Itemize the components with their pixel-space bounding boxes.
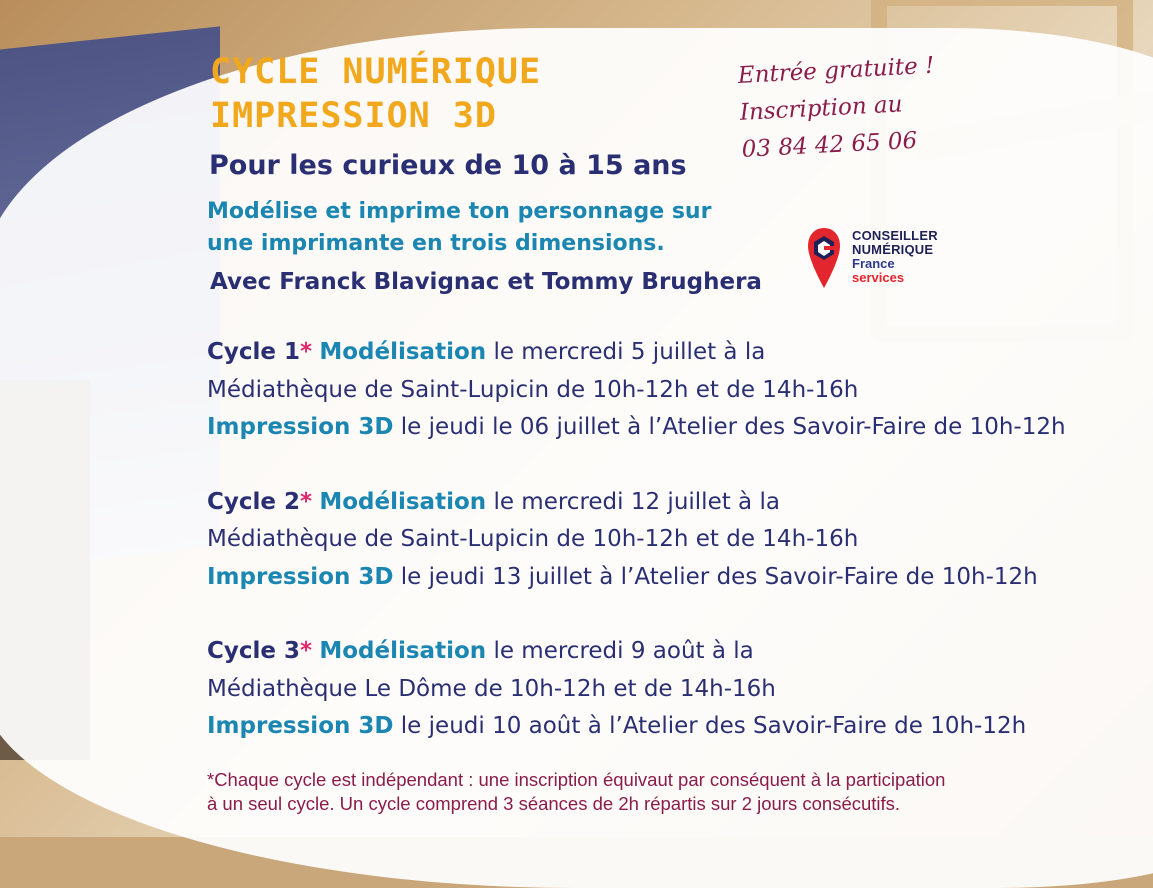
cycle-modelisation-line <box>207 334 1147 372</box>
print-details: le jeudi 10 août à l’Atelier des Savoir-Faire de 10h-12h <box>393 713 1027 739</box>
modelisation-date: le mercredi 9 août à la <box>486 638 754 664</box>
description-line-1: Modélise et imprime ton personnage sur <box>207 199 712 224</box>
print-details: le jeudi 13 juillet à l’Atelier des Savoir-Faire de 10h-12h <box>393 563 1038 590</box>
title-line-1: CYCLE NUMÉRIQUE <box>210 52 542 92</box>
logo-line-3: France <box>852 256 895 271</box>
cycle-print-line <box>207 409 1147 447</box>
free-entry-text: Entrée gratuite ! <box>737 52 935 89</box>
print-label: Impression 3D <box>207 563 394 590</box>
cycle-asterisk: * <box>300 638 313 664</box>
print-details: le jeudi le 06 juillet à l’Atelier des Savoir-Faire de 10h-12h <box>393 414 1066 440</box>
cycle-print-line <box>207 708 1147 746</box>
cycle-venue: Médiathèque Le Dôme de 10h-12h et de 14h-16h <box>207 675 776 702</box>
logo-line-2: NUMÉRIQUE <box>852 242 934 257</box>
cycle-print-line <box>207 559 1147 597</box>
modelisation-label: Modélisation <box>319 339 487 365</box>
cycle-asterisk: * <box>300 339 313 365</box>
cycle-asterisk: * <box>300 488 313 515</box>
phone-number: 03 84 42 65 06 <box>741 127 918 163</box>
cycle-modelisation-line <box>207 484 1147 522</box>
cycle-name: Cycle 3 <box>207 638 300 664</box>
cycle-venue: Médiathèque de Saint-Lupicin de 10h-12h et de 14h-16h <box>207 526 859 552</box>
logo-text <box>852 229 938 285</box>
logo-line-4: services <box>852 270 905 285</box>
france-services-logo <box>806 226 951 290</box>
description-line-2: une imprimante en trois dimensions. <box>207 231 665 256</box>
modelisation-label: Modélisation <box>319 638 487 664</box>
registration-text: Inscription au <box>739 91 904 126</box>
modelisation-date: le mercredi 12 juillet à la <box>486 488 780 515</box>
facilitators: Avec Franck Blavignac et Tommy Brughera <box>210 269 762 295</box>
print-label: Impression 3D <box>207 713 394 739</box>
cycle-modelisation-line <box>207 633 1147 671</box>
cycle-list <box>207 334 1147 783</box>
print-label: Impression 3D <box>207 414 394 440</box>
modelisation-label: Modélisation <box>319 488 487 515</box>
modelisation-date: le mercredi 5 juillet à la <box>486 339 766 365</box>
cycle-2 <box>207 484 1147 597</box>
footnote-line-1: *Chaque cycle est indépendant : une inscription équivaut par conséquent à la participation <box>207 769 946 790</box>
description <box>207 196 767 260</box>
footnote-line-2: à un seul cycle. Un cycle comprend 3 séances de 2h répartis sur 2 jours consécutifs. <box>207 793 901 814</box>
cycle-3 <box>207 633 1147 746</box>
cycle-name: Cycle 1 <box>207 339 300 365</box>
cycle-name: Cycle 2 <box>207 488 300 515</box>
logo-line-1: CONSEILLER <box>852 228 938 243</box>
footnote <box>207 768 1107 816</box>
title-line-2: IMPRESSION 3D <box>210 96 497 136</box>
cycle-venue: Médiathèque de Saint-Lupicin de 10h-12h et de 14h-16h <box>207 376 859 403</box>
cycle-1 <box>207 334 1147 447</box>
audience-subtitle: Pour les curieux de 10 à 15 ans <box>209 150 687 181</box>
page-title <box>210 50 541 138</box>
registration-info <box>737 46 963 168</box>
map-pin-icon <box>806 226 842 290</box>
